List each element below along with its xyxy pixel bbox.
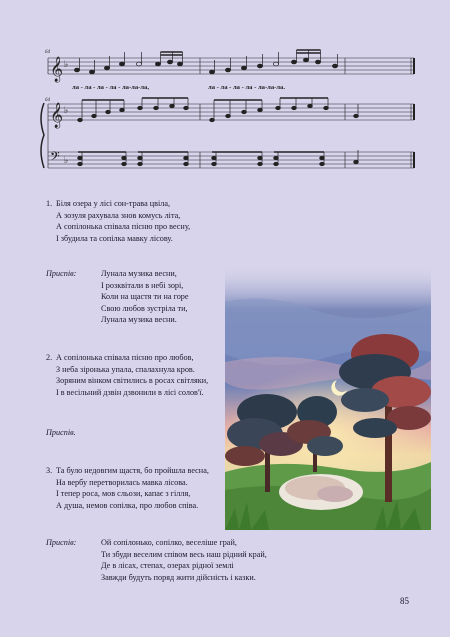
chorus-3 bbox=[101, 537, 267, 583]
page-number: 85 bbox=[400, 596, 409, 606]
svg-text:♭: ♭ bbox=[64, 155, 69, 165]
svg-text:ла - ла - ла - ла - ла-ла-ла,: ла - ла - ла - ла - ла-ла-ла, bbox=[72, 84, 149, 91]
verse-line: А зозуля рахувала знов комусь літа, bbox=[56, 210, 181, 220]
verse-line: А душа, немов сопілка, про любов співа. bbox=[56, 500, 199, 510]
forest-illustration bbox=[225, 262, 431, 530]
chorus-line: І розквітали в небі зорі, bbox=[101, 280, 184, 290]
chorus-line: Ой сопілонько, сопілко, веселіше грай, bbox=[101, 538, 237, 547]
svg-text:ла - ла - ла - ла - ла-ла-ла.: ла - ла - ла - ла - ла-ла-ла. bbox=[208, 84, 285, 91]
verse-line: З неба зіронька упала, спалахнула кров. bbox=[56, 364, 195, 374]
verse-line: Та було недовгим щастя, бо пройшла весна, bbox=[56, 466, 209, 475]
piano-treble-staff bbox=[48, 104, 414, 168]
svg-text:♭: ♭ bbox=[64, 105, 69, 115]
verse-line: Зоряним вінком світились в росах світляки, bbox=[56, 376, 209, 386]
verse-2 bbox=[46, 352, 208, 398]
chorus-line: Коли на щастя ти на горе bbox=[101, 292, 189, 302]
piano-bass-notes bbox=[78, 150, 359, 166]
piano-bass-staff bbox=[48, 152, 414, 168]
chorus-line: Свою любов зустріла ти, bbox=[101, 303, 188, 313]
chorus-label: Приспів: bbox=[46, 538, 77, 547]
svg-text:♭: ♭ bbox=[64, 59, 69, 69]
chorus-label: Приспів. bbox=[46, 428, 76, 437]
verse-line: І тепер роса, мов сльози, капає з гілля, bbox=[56, 489, 191, 499]
chorus-label: Приспів: bbox=[46, 269, 77, 278]
music-score bbox=[0, 0, 450, 190]
verse-line: А сопілонька співала пісню про любов, bbox=[56, 353, 194, 362]
verse-3 bbox=[46, 465, 209, 511]
chorus-line: Лунала музика весни. bbox=[101, 315, 177, 325]
verse-line: А сопілонька співала пісню про весну, bbox=[56, 222, 191, 232]
treble-clef-icon: 𝄞 bbox=[50, 57, 64, 82]
svg-text:64: 64 bbox=[45, 98, 50, 103]
verse-line: І в весільний дзвін дзвонили в лісі солов'ї. bbox=[56, 387, 204, 397]
svg-text:𝄞: 𝄞 bbox=[50, 103, 64, 128]
verse-line: На вербу перетворилась мавка лісова. bbox=[56, 477, 188, 487]
bass-clef-icon: 𝄢 bbox=[50, 149, 60, 167]
svg-text:64: 64 bbox=[45, 50, 50, 55]
verse-1 bbox=[46, 198, 190, 244]
chorus-line: Лунала музика весни, bbox=[101, 269, 177, 278]
verse-line: І збудила та сопілка мавку лісову. bbox=[56, 233, 173, 243]
chorus-line: Де в лісах, степах, озерах рідної землі bbox=[101, 561, 234, 571]
verse-line: Біля озера у лісі сон-трава цвіла, bbox=[56, 199, 171, 208]
voice-staff bbox=[48, 58, 414, 74]
brace-icon bbox=[41, 103, 44, 168]
verse-number: 3. bbox=[46, 466, 53, 475]
verse-number: 1. bbox=[46, 199, 53, 208]
piano-treble-notes bbox=[78, 98, 359, 122]
chorus-1 bbox=[101, 268, 189, 326]
chorus-line: Завжди будуть поряд жити дійсність і казки. bbox=[101, 572, 256, 582]
verse-number: 2. bbox=[46, 353, 53, 362]
chorus-line: Ти збуди веселим співом весь наш рідний край, bbox=[101, 549, 267, 559]
